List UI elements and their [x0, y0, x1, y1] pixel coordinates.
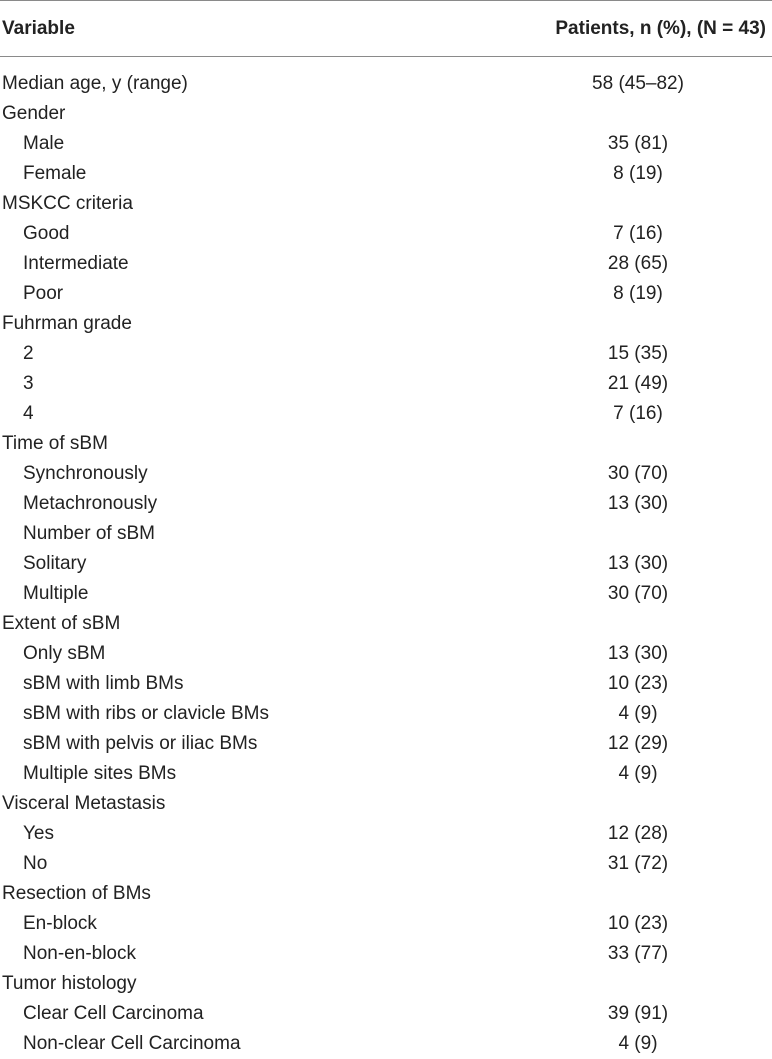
table-row — [0, 459, 772, 489]
row-label: Multiple — [23, 583, 89, 604]
row-label: Extent of sBM — [2, 613, 121, 634]
table-row — [0, 189, 772, 219]
table-row — [0, 369, 772, 399]
table-row — [0, 609, 772, 639]
row-label: Yes — [23, 823, 54, 844]
row-value-cell — [470, 553, 772, 575]
row-value-cell — [470, 1033, 772, 1055]
row-label: sBM with limb BMs — [23, 673, 184, 694]
row-label: 3 — [23, 373, 34, 394]
row-value: 13 (30) — [607, 553, 669, 574]
table-row — [0, 999, 772, 1029]
header-patients: Patients, n (%), (N = 43) — [555, 17, 766, 39]
row-value-cell — [470, 733, 772, 755]
table-row — [0, 759, 772, 789]
table-row — [0, 579, 772, 609]
table-row — [0, 939, 772, 969]
row-value-cell — [470, 343, 772, 365]
row-value-cell — [470, 73, 772, 95]
row-label: En-block — [23, 913, 97, 934]
table-row — [0, 909, 772, 939]
row-label: 4 — [23, 403, 34, 424]
row-value: 8 (19) — [613, 283, 663, 304]
row-value: 21 (49) — [607, 373, 669, 394]
row-value-cell — [470, 583, 772, 605]
table-body — [0, 57, 772, 1059]
row-value: 13 (30) — [607, 493, 669, 514]
row-label: No — [23, 853, 48, 874]
row-value-cell — [470, 193, 772, 215]
row-label: Only sBM — [23, 643, 106, 664]
table-row — [0, 219, 772, 249]
row-label: Metachronously — [23, 493, 158, 514]
table-row — [0, 159, 772, 189]
row-value-cell — [470, 973, 772, 995]
row-label: Male — [23, 133, 65, 154]
row-value-cell — [470, 433, 772, 455]
row-value-cell — [470, 643, 772, 665]
row-label: Solitary — [23, 553, 87, 574]
table-row — [0, 669, 772, 699]
table-row — [0, 639, 772, 669]
row-value-cell — [470, 403, 772, 425]
row-value-cell — [470, 283, 772, 305]
row-value: 30 (70) — [607, 583, 669, 604]
table-row — [0, 429, 772, 459]
row-value-cell — [470, 523, 772, 545]
row-label: Time of sBM — [2, 433, 108, 454]
row-label: Synchronously — [23, 463, 148, 484]
row-label: 2 — [23, 343, 34, 364]
row-value: 10 (23) — [607, 673, 669, 694]
table-row — [0, 1029, 772, 1059]
row-value-cell — [470, 763, 772, 785]
row-value: 39 (91) — [607, 1003, 669, 1024]
row-value-cell — [470, 823, 772, 845]
table-row — [0, 309, 772, 339]
row-value: 13 (30) — [607, 643, 669, 664]
row-value-cell — [470, 673, 772, 695]
row-value: 15 (35) — [607, 343, 669, 364]
row-value-cell — [470, 253, 772, 275]
row-value-cell — [470, 163, 772, 185]
row-value-cell — [470, 493, 772, 515]
table-row — [0, 489, 772, 519]
row-value: 33 (77) — [607, 943, 669, 964]
row-value-cell — [470, 943, 772, 965]
row-value: 4 (9) — [618, 763, 658, 784]
row-value-cell — [470, 1003, 772, 1025]
row-value-cell — [470, 463, 772, 485]
row-label: sBM with pelvis or iliac BMs — [23, 733, 258, 754]
table-row — [0, 699, 772, 729]
row-label: Clear Cell Carcinoma — [23, 1003, 204, 1024]
row-value-cell — [470, 313, 772, 335]
table-row — [0, 339, 772, 369]
row-value: 4 (9) — [618, 703, 658, 724]
row-label: Non-en-block — [23, 943, 136, 964]
table-row — [0, 519, 772, 549]
table-row — [0, 129, 772, 159]
row-label: Median age, y (range) — [2, 73, 188, 94]
table-row — [0, 69, 772, 99]
row-label: Tumor histology — [2, 973, 137, 994]
row-label: Poor — [23, 283, 64, 304]
table-row — [0, 249, 772, 279]
row-label: Good — [23, 223, 70, 244]
row-value: 4 (9) — [618, 1033, 658, 1054]
row-label: MSKCC criteria — [2, 193, 133, 214]
row-value: 7 (16) — [613, 223, 663, 244]
table-row — [0, 819, 772, 849]
row-value-cell — [470, 133, 772, 155]
row-label: sBM with ribs or clavicle BMs — [23, 703, 269, 724]
row-value-cell — [470, 853, 772, 875]
row-value: 35 (81) — [607, 133, 669, 154]
table-row — [0, 789, 772, 819]
row-label: Number of sBM — [23, 523, 155, 544]
table-row — [0, 969, 772, 999]
row-value-cell — [470, 223, 772, 245]
row-value: 7 (16) — [613, 403, 663, 424]
row-value-cell — [470, 613, 772, 635]
row-label: Visceral Metastasis — [2, 793, 166, 814]
table-row — [0, 279, 772, 309]
table-row — [0, 99, 772, 129]
row-label: Intermediate — [23, 253, 129, 274]
row-value-cell — [470, 703, 772, 725]
table-row — [0, 849, 772, 879]
table-row — [0, 729, 772, 759]
row-value-cell — [470, 883, 772, 905]
table-row — [0, 399, 772, 429]
table-row — [0, 879, 772, 909]
row-label: Non-clear Cell Carcinoma — [23, 1033, 241, 1054]
row-label: Multiple sites BMs — [23, 763, 177, 784]
row-label: Gender — [2, 103, 66, 124]
row-value: 30 (70) — [607, 463, 669, 484]
row-value: 28 (65) — [607, 253, 669, 274]
row-label: Fuhrman grade — [2, 313, 132, 334]
row-value-cell — [470, 103, 772, 125]
row-label: Female — [23, 163, 87, 184]
table-row — [0, 549, 772, 579]
row-value: 58 (45–82) — [592, 73, 684, 94]
row-value-cell — [470, 373, 772, 395]
row-value: 31 (72) — [607, 853, 669, 874]
row-value: 10 (23) — [607, 913, 669, 934]
table-header — [0, 1, 772, 56]
row-label: Resection of BMs — [2, 883, 151, 904]
row-value-cell — [470, 913, 772, 935]
row-value: 12 (28) — [607, 823, 669, 844]
header-variable: Variable — [2, 17, 75, 39]
row-value: 12 (29) — [607, 733, 669, 754]
row-value-cell — [470, 793, 772, 815]
row-value: 8 (19) — [613, 163, 663, 184]
